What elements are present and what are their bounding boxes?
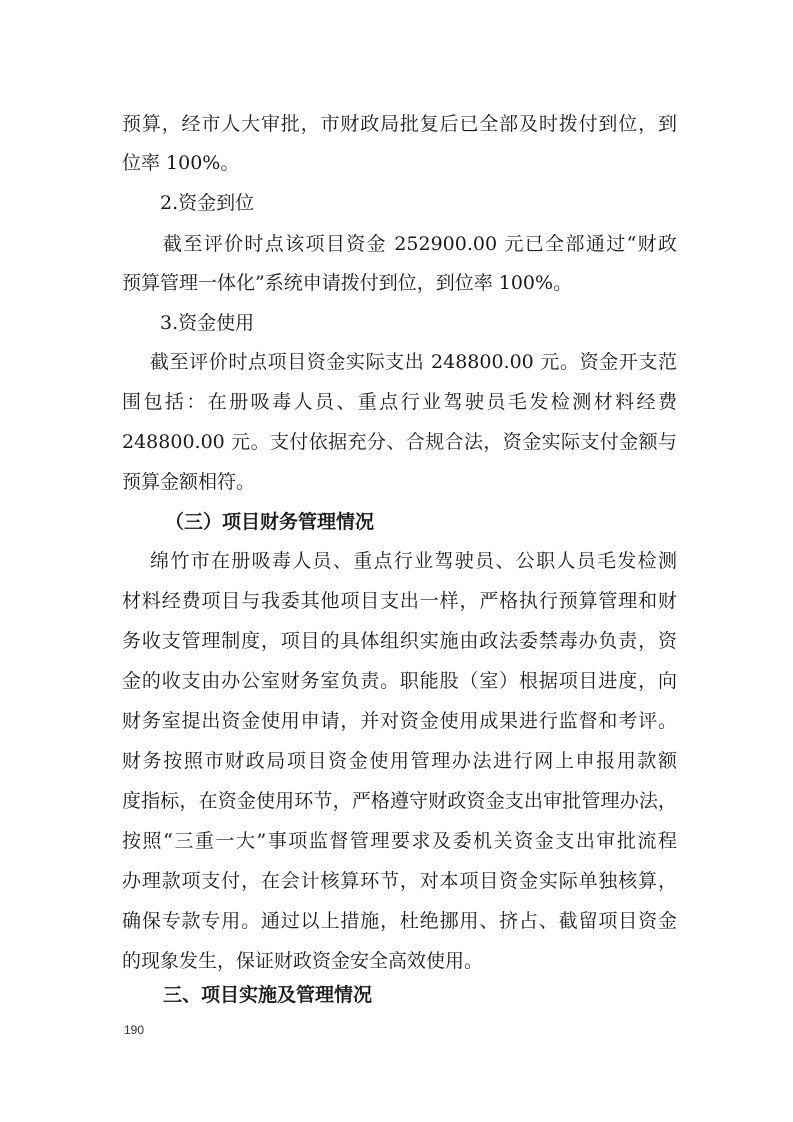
paragraph-line: 截至评价时点项目资金实际支出 248800.00 元。资金开支范 bbox=[150, 351, 677, 373]
paragraph-line: 位率 100%。 bbox=[122, 152, 240, 174]
section-heading-implementation: 三、项目实施及管理情况 bbox=[163, 984, 373, 1006]
subheading-funds-arrival: 2.资金到位 bbox=[160, 192, 255, 214]
paragraph-line: 财务室提出资金使用申请，并对资金使用成果进行监督和考评。 bbox=[122, 710, 677, 732]
paragraph-line: 绵竹市在册吸毒人员、重点行业驾驶员、公职人员毛发检测 bbox=[150, 550, 677, 572]
paragraph-line: 截至评价时点该项目资金 252900.00 元已全部通过“财政 bbox=[163, 233, 677, 255]
paragraph-line: 财务按照市财政局项目资金使用管理办法进行网上申报用款额 bbox=[122, 750, 677, 772]
paragraph-line: 248800.00 元。支付依据充分、合规合法，资金实际支付金额与 bbox=[122, 431, 677, 453]
paragraph-line: 围包括：在册吸毒人员、重点行业驾驶员毛发检测材料经费 bbox=[122, 391, 677, 413]
paragraph-line: 的现象发生，保证财政资金安全高效使用。 bbox=[122, 950, 484, 972]
page-number: 190 bbox=[124, 1023, 145, 1037]
paragraph-line: 务收支管理制度，项目的具体组织实施由政法委禁毒办负责，资 bbox=[122, 630, 677, 652]
paragraph-line: 度指标，在资金使用环节，严格遵守财政资金支出审批管理办法， bbox=[122, 790, 677, 812]
paragraph-line: 按照“三重一大”事项监督管理要求及委机关资金支出审批流程 bbox=[122, 830, 677, 852]
paragraph-line: 办理款项支付，在会计核算环节，对本项目资金实际单独核算， bbox=[122, 870, 677, 892]
paragraph-line: 预算管理一体化”系统申请拨付到位，到位率 100%。 bbox=[122, 272, 573, 294]
paragraph-line: 预算金额相符。 bbox=[122, 471, 256, 493]
section-heading-financial-management: （三）项目财务管理情况 bbox=[165, 511, 375, 533]
paragraph-line: 金的收支由办公室财务室负责。职能股（室）根据项目进度，向 bbox=[122, 670, 677, 692]
subheading-funds-usage: 3.资金使用 bbox=[160, 312, 255, 334]
paragraph-line: 材料经费项目与我委其他项目支出一样，严格执行预算管理和财 bbox=[122, 590, 677, 612]
paragraph-line: 确保专款专用。通过以上措施，杜绝挪用、挤占、截留项目资金 bbox=[122, 910, 677, 932]
paragraph-line: 预算，经市人大审批，市财政局批复后已全部及时拨付到位，到 bbox=[122, 113, 677, 135]
